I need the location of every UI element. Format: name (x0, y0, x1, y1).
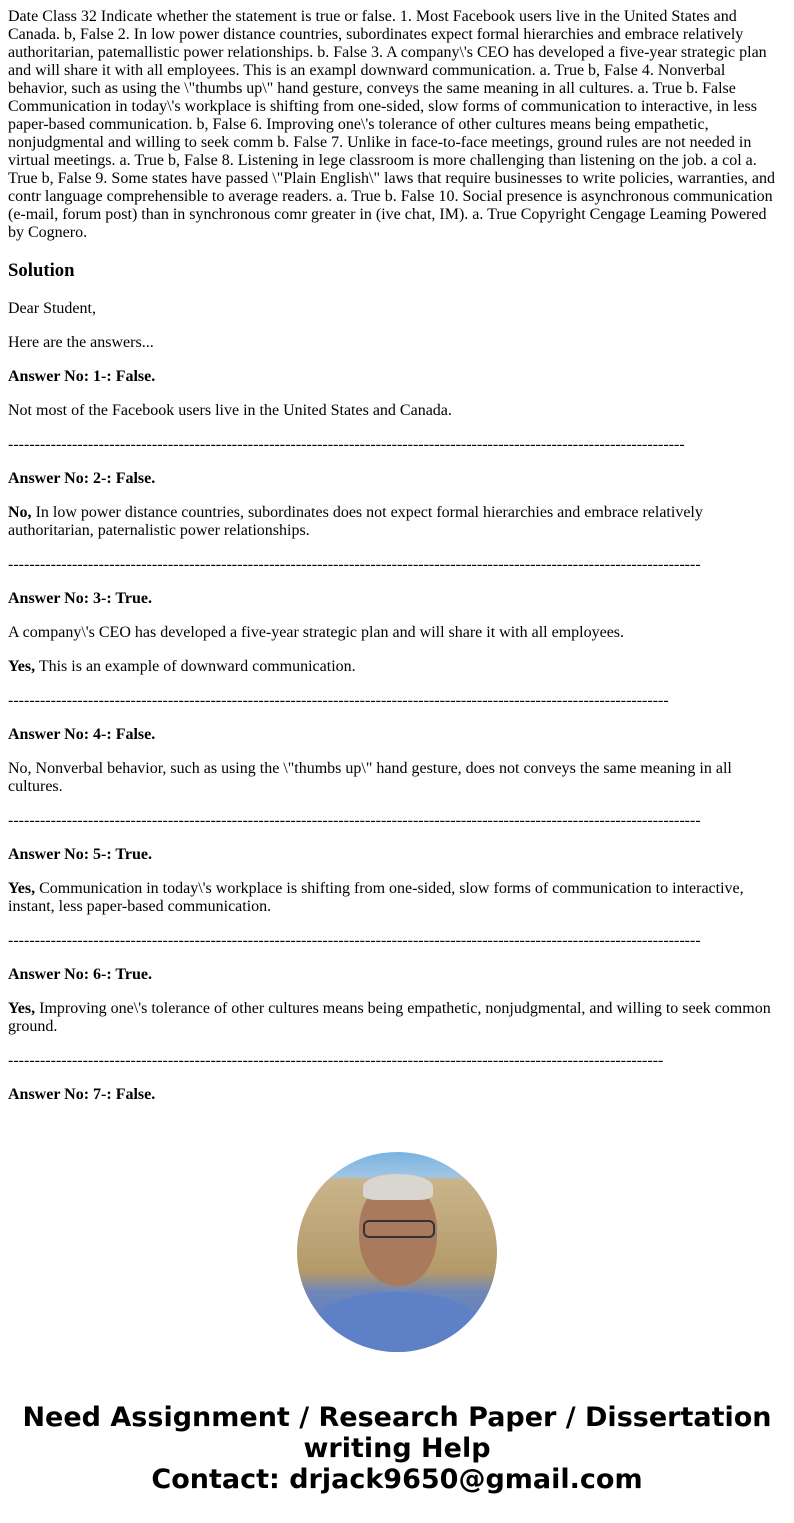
answer-explanation (8, 402, 786, 420)
answer-text: A company\'s CEO has developed a five-year strategic plan and will share it with all employees. (8, 624, 625, 641)
answer-text: Communication in today\'s workplace is shifting from one-sided, slow forms of communication to interactive, instant, less paper-based communication. (8, 880, 744, 915)
answer-lead: Yes, (8, 880, 36, 897)
answer-heading-row (8, 470, 786, 488)
answer-heading: Answer No: 1-: False. (8, 368, 156, 385)
answer-heading: Answer No: 5-: True. (8, 846, 152, 863)
answer-heading: Answer No: 7-: False. (8, 1086, 156, 1103)
answer-heading-row (8, 846, 786, 864)
answer-text: In low power distance countries, subordinates does not expect formal hierarchies and embrace relatively authoritarian, paternalistic power relationships. (8, 504, 703, 539)
footer-promo (8, 1402, 786, 1495)
separator-line: --------------------------------------------------------------------------------------------------------------------------- (8, 1052, 664, 1069)
greeting: Dear Student, (8, 300, 96, 317)
answer-explanation (8, 880, 786, 916)
answer-lead: No, (8, 504, 32, 521)
answer-lead: Yes, (8, 1000, 36, 1017)
separator-line: ---------------------------------------------------------------------------------------------------------------------------------- (8, 932, 701, 949)
question-text: Date Class 32 Indicate whether the statement is true or false. 1. Most Facebook users live in the United States and Canada. b, False 2. In low power distance countries, subordinates expect formal hierarchies and embrace relatively authoritarian, patemallistic power relationships. b. False 3. A company\'s CEO has developed a five-year strategic plan and will share it with all employees. This is an exampl downward communication. a. True b, False 4. Nonverbal behavior, such as using the \"thumbs up\" hand gesture, conveys the same meaning in all cultures. a. True b. False Communication in today\'s workplace is shifting from one-sided, slow forms of communication to interactive, in less paper-based communication. b, False 6. Improving one\'s tolerance of other cultures means being empathetic, nonjudgmental and willing to seek comm b. False 7. Unlike in face-to-face meetings, ground rules are not needed in virtual meetings. a. True b, False 8. Listening in lege classroom is more challenging than listening on the job. a col a. True b, False 9. Some states have passed \"Plain English\" laws that require businesses to write policies, warranties, and contr language comprehensible to average readers. a. True b. False 10. Social presence is asynchronous communication (e-mail, forum post) than in synchronous comr greater in (ive chat, IM). a. True Copyright Cengage Leaming Powered by Cognero. (8, 8, 775, 241)
answer-explanation (8, 658, 786, 676)
answers-list (8, 368, 786, 1104)
answer-heading-row (8, 368, 786, 386)
intro: Here are the answers... (8, 334, 154, 351)
answer-text: Not most of the Facebook users live in the United States and Canada. (8, 402, 452, 419)
author-photo-container (8, 1152, 786, 1352)
answer-heading-row (8, 966, 786, 984)
answer-explanation (8, 624, 786, 642)
answer-heading-row (8, 1086, 786, 1104)
separator-line: ---------------------------------------------------------------------------------------------------------------------------------- (8, 556, 701, 573)
photo-shirt (307, 1292, 487, 1352)
answer-explanation (8, 504, 786, 540)
answer-explanation (8, 1000, 786, 1036)
answer-heading-row (8, 726, 786, 744)
footer-contact: Contact: drjack9650@gmail.com (151, 1464, 643, 1495)
answer-text: No, Nonverbal behavior, such as using the \"thumbs up\" hand gesture, does not conveys the same meaning in all cultures. (8, 760, 732, 795)
footer-help-text: Need Assignment / Research Paper / Dissertation writing Help (22, 1402, 772, 1464)
separator-line: ---------------------------------------------------------------------------------------------------------------------------------- (8, 812, 701, 829)
answer-lead: Yes, (8, 658, 36, 675)
answer-heading: Answer No: 2-: False. (8, 470, 156, 487)
separator-line: ---------------------------------------------------------------------------------------------------------------------------- (8, 692, 669, 709)
answer-text: Improving one\'s tolerance of other cultures means being empathetic, nonjudgmental, and willing to seek common ground. (8, 1000, 771, 1035)
answer-heading: Answer No: 4-: False. (8, 726, 156, 743)
separator-line: ------------------------------------------------------------------------------------------------------------------------------- (8, 436, 685, 453)
answer-heading: Answer No: 6-: True. (8, 966, 152, 983)
answer-explanation (8, 760, 786, 796)
solution-heading: Solution (8, 260, 75, 281)
answer-text: This is an example of downward communication. (35, 658, 356, 675)
photo-glasses (363, 1220, 435, 1238)
answer-heading: Answer No: 3-: True. (8, 590, 152, 607)
author-photo (297, 1152, 497, 1352)
answer-heading-row (8, 590, 786, 608)
photo-hair (363, 1174, 433, 1200)
